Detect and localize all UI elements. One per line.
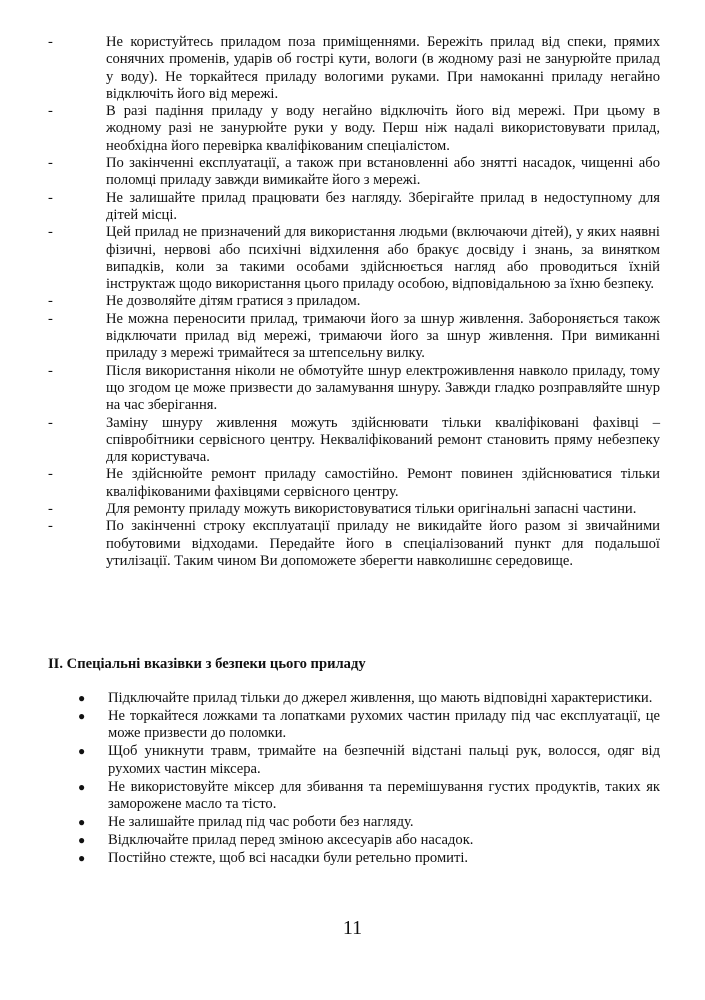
- list-item: [78, 743, 660, 778]
- list-item: [78, 708, 660, 743]
- list-item-text: Не залишайте прилад працювати без нагляду. Зберігайте прилад в недоступному для дітей місці.: [106, 189, 660, 223]
- list-item-text: Не здійснюйте ремонт приладу самостійно. Ремонт повинен здійснюватися тільки кваліфікованими фахівцями сервісного центру.: [106, 466, 660, 500]
- list-item: [48, 155, 660, 190]
- general-safety-list: [48, 34, 660, 570]
- list-item-text: Для ремонту приладу можуть використовуватися тільки оригінальні запасні частини.: [106, 501, 637, 518]
- list-item: [48, 501, 660, 518]
- list-item: [48, 190, 660, 225]
- dash-marker: -: [48, 189, 53, 206]
- list-item-text: Цей прилад не призначений для використання людьми (включаючи дітей), у яких наявні фізичні, нервові або психічні відхилення або бракує досвіду і знань, за винятком випадків, коли за такими особами здійснюється нагляд або проводиться їхній інструктаж щодо використання цього приладу особою, відповідальною за їхню безпеку.: [106, 224, 660, 293]
- list-item-text: Не дозволяйте дітям гратися з приладом.: [106, 293, 361, 310]
- list-item-text: По закінченні експлуатації, а також при встановленні або знятті насадок, чищенні або поломці приладу завжди вимикайте його з мережі.: [106, 155, 660, 189]
- list-item-text: Не залишайте прилад під час роботи без нагляду.: [108, 814, 414, 831]
- bullet-icon: ●: [78, 833, 86, 848]
- list-item: [48, 103, 660, 155]
- list-item: [78, 814, 660, 831]
- dash-marker: -: [48, 155, 53, 172]
- list-item: [78, 850, 660, 867]
- list-item: [78, 690, 660, 707]
- list-item-text: Не використовуйте міксер для збивання та перемішування густих продуктів, таких як заморожене масло та тісто.: [108, 778, 660, 813]
- list-item: [48, 518, 660, 570]
- dash-marker: -: [48, 501, 53, 518]
- list-item-text: Щоб уникнути травм, тримайте на безпечній відстані пальці рук, волосся, одяг від рухомих частин міксера.: [108, 743, 660, 777]
- dash-marker: -: [48, 103, 53, 120]
- list-item-text: Підключайте прилад тільки до джерел живлення, що мають відповідні характеристики.: [108, 690, 653, 706]
- list-item: [48, 363, 660, 415]
- special-safety-list: [78, 690, 660, 869]
- dash-marker: -: [48, 414, 53, 431]
- list-item-text: По закінченні строку експлуатації приладу не викидайте його разом зі звичайними побутовими відходами. Передайте його в спеціалізований пункт для подальшої утилізації. Таким чином Ви допоможете зберегти навколишнє середовище.: [106, 518, 660, 569]
- list-item-text: В разі падіння приладу у воду негайно відключіть його від мережі. При цьому в жодному разі не занурюйте руки у воду. Перш ніж надалі використовувати прилад, необхідна його перевірка кваліфікованим спеціалістом.: [106, 103, 660, 154]
- page-number: 11: [342, 917, 363, 939]
- list-item-text: Не торкайтеся ложками та лопатками рухомих частин приладу під час експлуатації, це може призвести до поломки.: [108, 708, 660, 742]
- list-item: [78, 832, 660, 849]
- bullet-icon: ●: [78, 851, 86, 866]
- bullet-icon: ●: [78, 744, 86, 759]
- list-item: [48, 293, 660, 310]
- list-item-text: Не можна переносити прилад, тримаючи його за шнур живлення. Забороняється також відключати прилад від мережі, тримаючи його за шнур живлення. При вимиканні приладу з мережі тримайтеся за штепсельну вилку.: [106, 310, 660, 362]
- list-item-text: Постійно стежте, щоб всі насадки були ретельно промиті.: [108, 850, 469, 867]
- section-title: II. Спеціальні вказівки з безпеки цього приладу: [48, 656, 366, 672]
- bullet-icon: ●: [78, 691, 86, 705]
- list-item: [78, 778, 660, 814]
- list-item-text: Після використання ніколи не обмотуйте шнур електроживлення навколо приладу, тому що згодом це може призвести до заламування шнуру. Завжди гладко розправляйте шнур на час зберігання.: [106, 362, 660, 414]
- bullet-icon: ●: [78, 709, 86, 724]
- bullet-icon: ●: [78, 779, 86, 794]
- dash-marker: -: [48, 362, 53, 379]
- list-item: [48, 415, 660, 467]
- list-item: [48, 34, 660, 103]
- list-item-text: Не користуйтесь приладом поза приміщеннями. Бережіть прилад від спеки, прямих сонячних променів, ударів об гострі кути, вологи (в жодному разі не занурюйте прилад у воду). Не торкайтеся приладу вологими руками. При намоканні приладу негайно відключіть його від мережі.: [106, 34, 660, 102]
- list-item-text: Заміну шнуру живлення можуть здійснювати тільки кваліфіковані фахівці – співробітники сервісного центру. Некваліфікований ремонт становить пряму небезпеку для користувача.: [106, 414, 660, 466]
- list-item: [48, 224, 660, 293]
- list-item: [48, 311, 660, 363]
- dash-marker: -: [48, 466, 53, 483]
- dash-marker: -: [48, 310, 53, 327]
- dash-marker: -: [48, 293, 53, 310]
- dash-marker: -: [48, 224, 53, 241]
- dash-marker: -: [48, 34, 53, 50]
- dash-marker: -: [48, 518, 53, 535]
- list-item-text: Відключайте прилад перед зміною аксесуарів або насадок.: [108, 832, 474, 849]
- list-item: [48, 466, 660, 501]
- bullet-icon: ●: [78, 815, 86, 830]
